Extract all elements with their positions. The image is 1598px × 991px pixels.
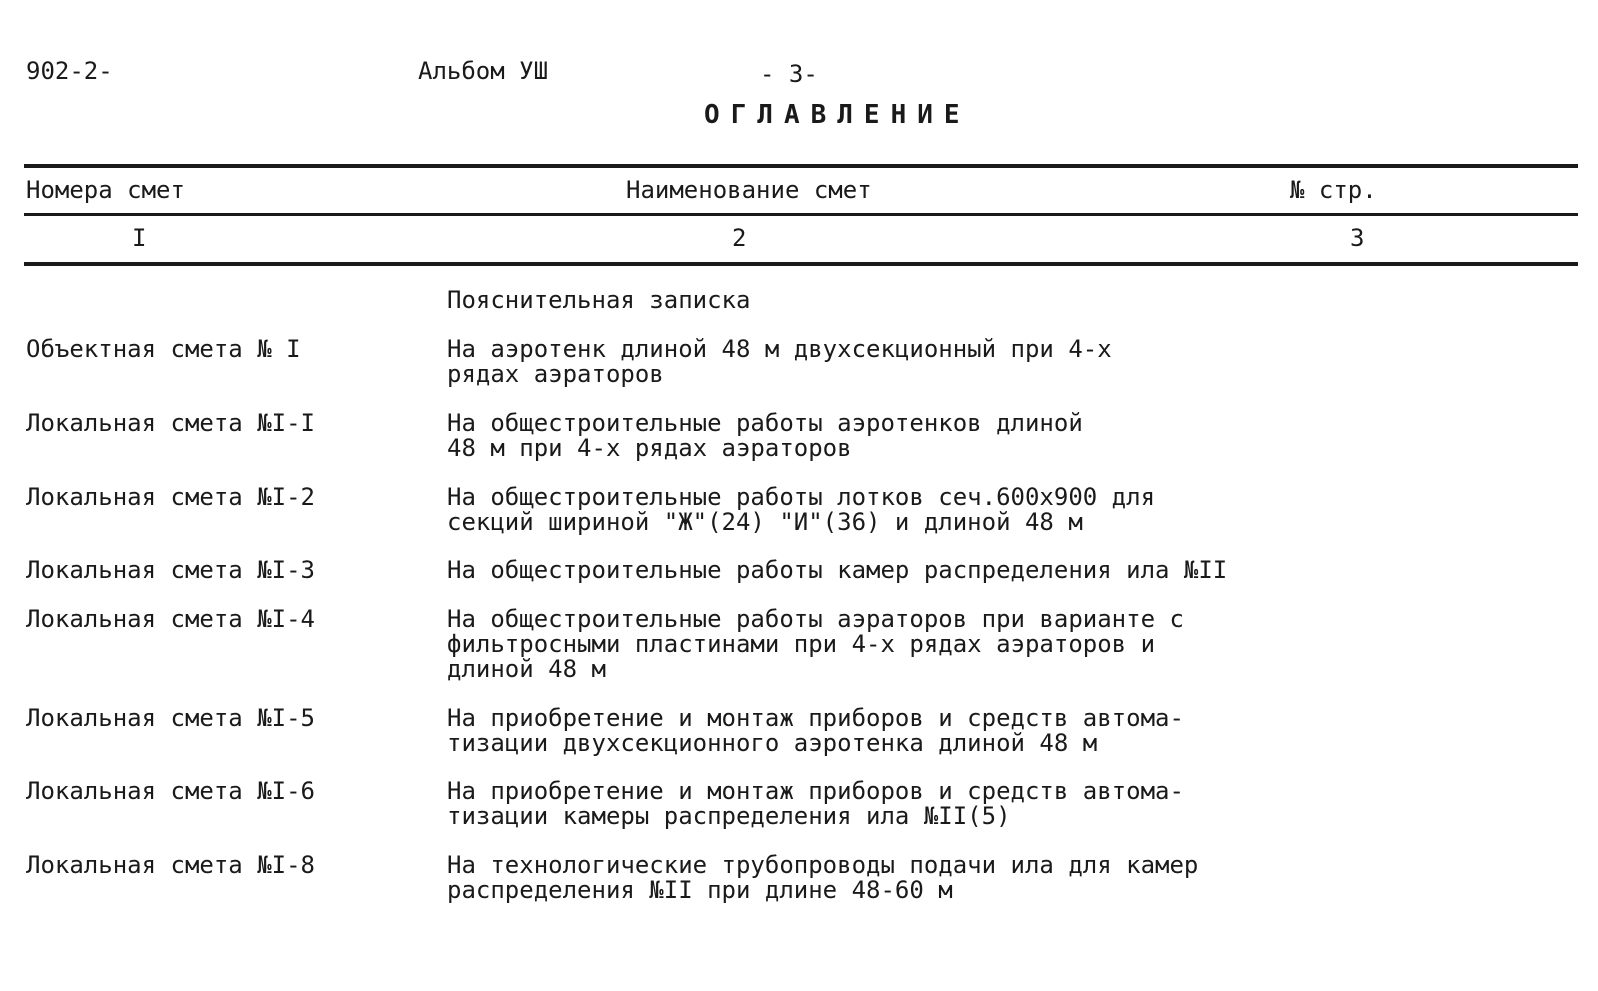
page-title: ОГЛАВЛЕНИЕ <box>704 100 971 130</box>
column-header-page: № стр. <box>1290 176 1377 204</box>
row-number: Локальная смета №I-5 <box>26 704 315 732</box>
row-number: Локальная смета №I-3 <box>26 556 315 584</box>
row-name: На аэротенк длиной 48 м двухсекционный при 4-х рядах аэраторов <box>447 335 1112 388</box>
table-top-rule <box>24 164 1578 168</box>
table-header-rule <box>24 213 1578 216</box>
page-number: - 3- <box>760 60 818 88</box>
column-number-1: I <box>132 224 147 252</box>
row-number: Локальная смета №I-I <box>26 409 315 437</box>
album-label: Альбом УШ <box>418 57 549 85</box>
row-name: На приобретение и монтаж приборов и средств автома- тизации камеры распределения ила №II(5) <box>447 777 1184 830</box>
row-number: Локальная смета №I-2 <box>26 483 315 511</box>
intro-note: Пояснительная записка <box>447 286 751 314</box>
row-number: Локальная смета №I-8 <box>26 851 315 879</box>
row-number: Объектная смета № I <box>26 335 301 363</box>
column-number-3: 3 <box>1350 224 1365 252</box>
row-number: Локальная смета №I-4 <box>26 605 315 633</box>
column-number-2: 2 <box>732 224 747 252</box>
row-name: На приобретение и монтаж приборов и средств автома- тизации двухсекционного аэротенка длиной 48 м <box>447 704 1184 757</box>
column-header-numbers: Номера смет <box>26 176 185 204</box>
table-numbers-rule <box>24 262 1578 266</box>
column-header-names: Наименование смет <box>626 176 872 204</box>
row-number: Локальная смета №I-6 <box>26 777 315 805</box>
row-name: На общестроительные работы аэротенков длиной 48 м при 4-х рядах аэраторов <box>447 409 1083 462</box>
row-name: На общестроительные работы лотков сеч.600х900 для секций шириной "Ж"(24) "И"(36) и длиной 48 м <box>447 483 1156 536</box>
row-name: На технологические трубопроводы подачи ила для камер распределения №II при длине 48-60 м <box>447 851 1199 904</box>
row-name: На общестроительные работы аэраторов при варианте с фильтросными пластинами при 4-х рядах аэраторов и длиной 48 м <box>447 605 1184 683</box>
row-name: На общестроительные работы камер распределения ила №II <box>447 556 1228 584</box>
document-code: 902-2- <box>26 57 113 85</box>
